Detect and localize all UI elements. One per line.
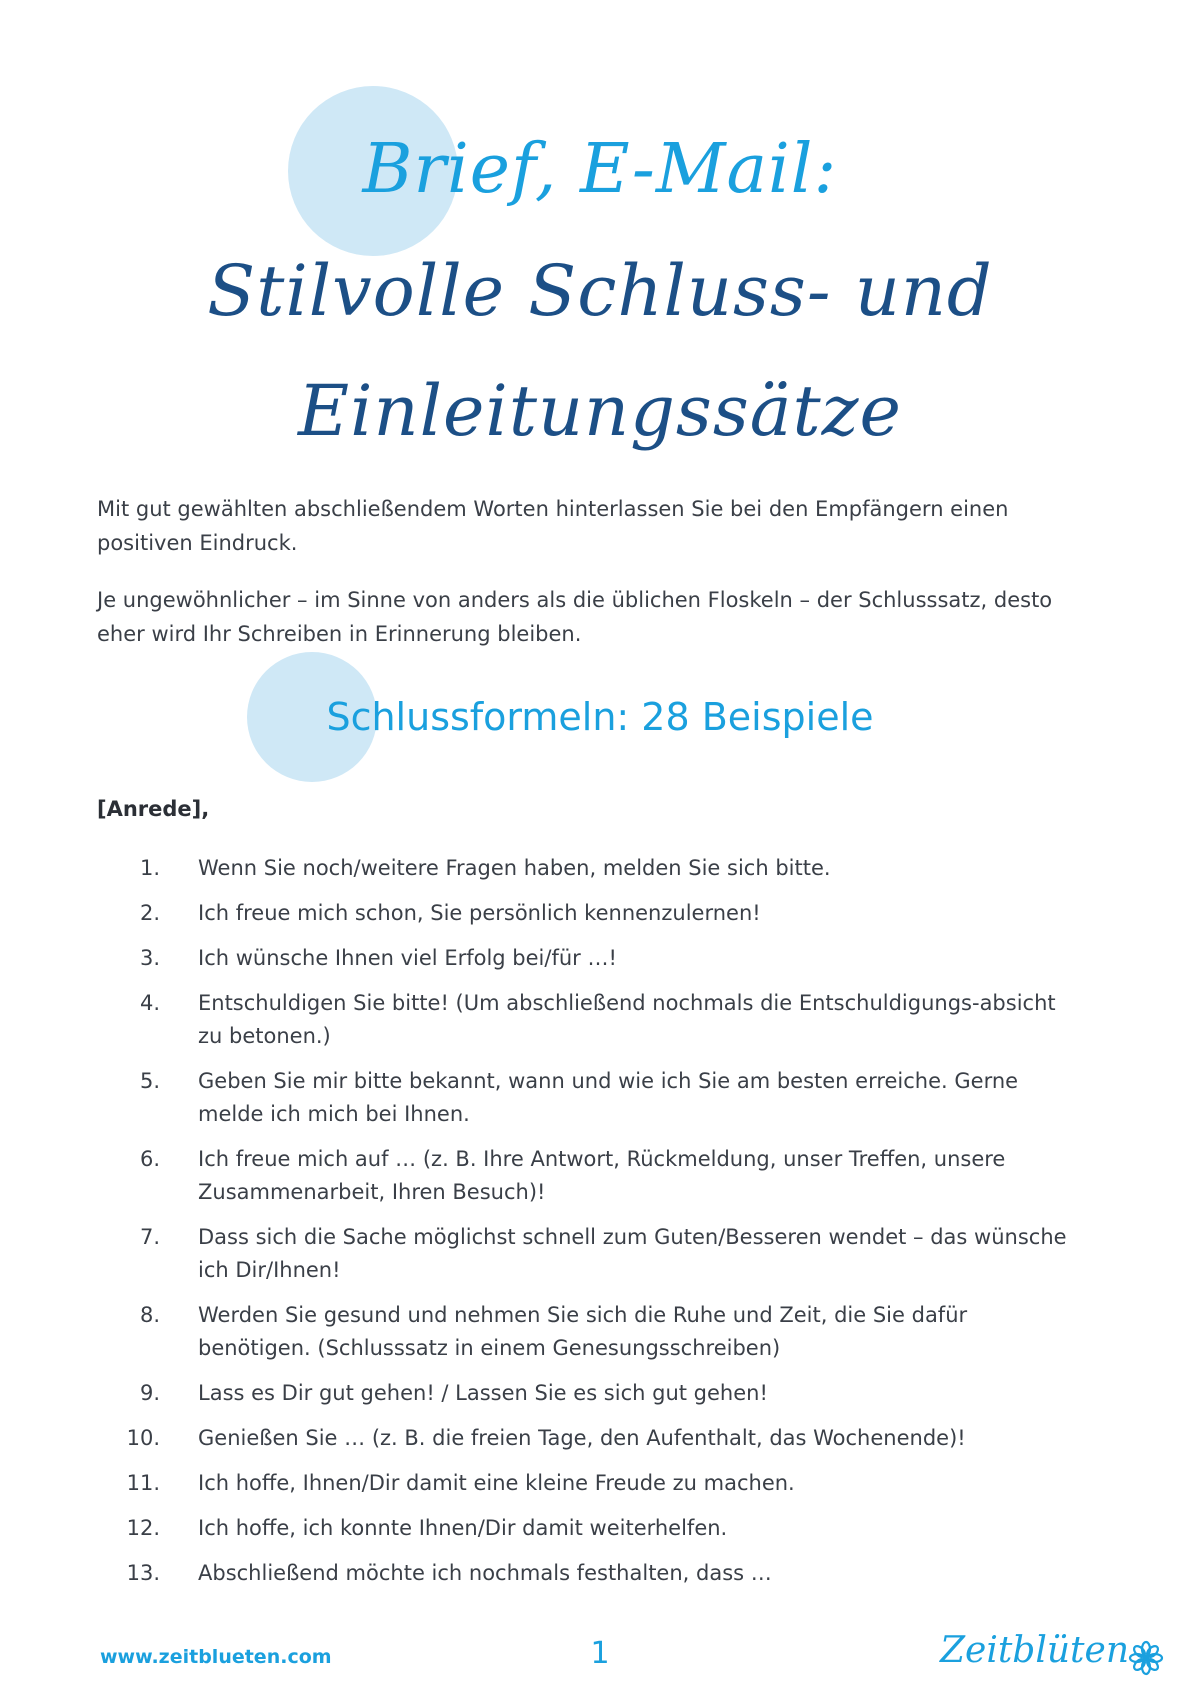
list-item-text: Ich hoffe, ich konnte Ihnen/Dir damit weiterhelfen.	[198, 1516, 728, 1540]
list-item-number: 12.	[126, 1516, 160, 1540]
list-item-number: 8.	[139, 1303, 160, 1327]
list-item-text: Geben Sie mir bitte bekannt, wann und wie ich Sie am besten erreiche. Gerne melde ich mich bei Ihnen.	[198, 1069, 1019, 1126]
list-item-text: Werden Sie gesund und nehmen Sie sich die Ruhe und Zeit, die Sie dafür benötigen. (Schlusssatz in einem Genesungsschreiben)	[198, 1303, 968, 1360]
list-item-number: 13.	[126, 1561, 160, 1585]
footer-website-link[interactable]: www.zeitblueten.com	[100, 1646, 332, 1668]
list-item-number: 2.	[139, 901, 160, 925]
list-item-text: Ich hoffe, Ihnen/Dir damit eine kleine Freude zu machen.	[198, 1471, 795, 1495]
intro-paragraph-2: Je ungewöhnlicher – im Sinne von anders als die üblichen Floskeln – der Schlusssatz, desto eher wird Ihr Schreiben in Erinnerung bleiben.	[97, 588, 1053, 646]
section-heading: Schlussformeln: 28 Beispiele	[326, 695, 874, 739]
list-item-number: 10.	[126, 1426, 160, 1450]
list-item-text: Ich freue mich auf … (z. B. Ihre Antwort, Rückmeldung, unser Treffen, unsere Zusammenarbeit, Ihren Besuch)!	[198, 1147, 1006, 1204]
page-number: 1	[590, 1636, 610, 1671]
list-item-text: Dass sich die Sache möglichst schnell zum Guten/Besseren wendet – das wünsche ich Dir/Ihnen!	[198, 1225, 1067, 1282]
page-title-line-2: Stilvolle Schluss- und	[207, 250, 993, 332]
list-item-number: 5.	[139, 1069, 160, 1093]
list-item-number: 3.	[139, 946, 160, 970]
list-item-number: 7.	[139, 1225, 160, 1249]
list-item-number: 1.	[139, 856, 160, 880]
list-item-text: Wenn Sie noch/weitere Fragen haben, melden Sie sich bitte.	[198, 856, 831, 880]
list-item-text: Lass es Dir gut gehen! / Lassen Sie es sich gut gehen!	[198, 1381, 768, 1405]
list-item-text: Entschuldigen Sie bitte! (Um abschließend nochmals die Entschuldigungs-absicht zu betonen.)	[198, 991, 1056, 1048]
salutation: [Anrede],	[97, 797, 210, 821]
list-item-number: 4.	[139, 991, 160, 1015]
list-item-number: 11.	[126, 1471, 160, 1495]
list-item-text: Ich wünsche Ihnen viel Erfolg bei/für …!	[198, 946, 617, 970]
list-item-text: Ich freue mich schon, Sie persönlich kennenzulernen!	[198, 901, 761, 925]
list-item-number: 9.	[139, 1381, 160, 1405]
list-item-number: 6.	[139, 1147, 160, 1171]
intro-paragraph-1: Mit gut gewählten abschließendem Worten hinterlassen Sie bei den Empfängern einen positiven Eindruck.	[97, 497, 1009, 555]
flower-icon	[1128, 1640, 1164, 1676]
list-item-text: Genießen Sie … (z. B. die freien Tage, den Aufenthalt, das Wochenende)!	[198, 1426, 966, 1450]
brand-logo: Zeitblüten	[940, 1630, 1129, 1671]
page-title-line-3: Einleitungssätze	[298, 370, 902, 452]
page-title-line-1: Brief, E-Mail:	[362, 130, 838, 209]
list-item-text: Abschließend möchte ich nochmals festhalten, dass …	[198, 1561, 772, 1585]
